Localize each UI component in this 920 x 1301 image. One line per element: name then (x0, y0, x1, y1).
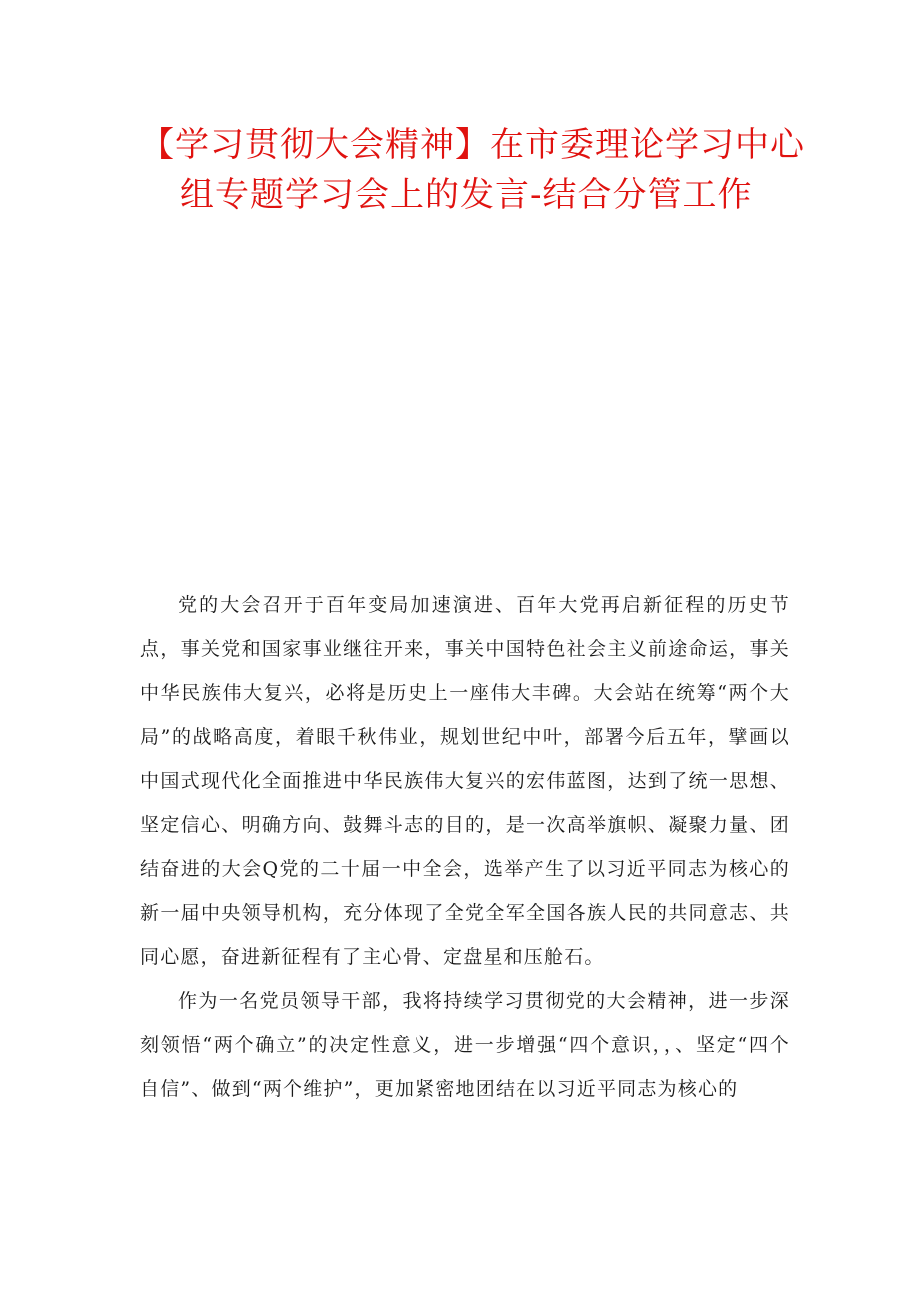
document-title (140, 120, 805, 220)
document-title-line-1: 【学习贯彻大会精神】在市委理论学习中心 (140, 125, 805, 165)
document-body (140, 583, 790, 1111)
body-paragraph-2: 作为一名党员领导干部，我将持续学习贯彻党的大会精神，进一步深刻领悟“两个确立”的决定性意义，进一步增强“四个意识，，、坚定“四个自信”、做到“两个维护”，更加紧密地团结在以习近平同志为核心的 (140, 990, 790, 1100)
body-paragraph-1: 党的大会召开于百年变局加速演进、百年大党再启新征程的历史节点，事关党和国家事业继往开来，事关中国特色社会主义前途命运，事关中华民族伟大复兴，必将是历史上一座伟大丰碑。大会站在统筹“两个大局”的战略高度，着眼千秋伟业，规划世纪中叶，部署今后五年，擘画以中国式现代化全面推进中华民族伟大复兴的宏伟蓝图，达到了统一思想、坚定信心、明确方向、鼓舞斗志的目的，是一次高举旗帜、凝聚力量、团结奋进的大会Q党的二十届一中全会，选举产生了以习近平同志为核心的新一届中央领导机构，充分体现了全党全军全国各族人民的共同意志、共同心愿，奋进新征程有了主心骨、定盘星和压舱石。 (140, 594, 790, 968)
document-title-line-2: 组专题学习会上的发言-结合分管工作 (180, 175, 753, 215)
